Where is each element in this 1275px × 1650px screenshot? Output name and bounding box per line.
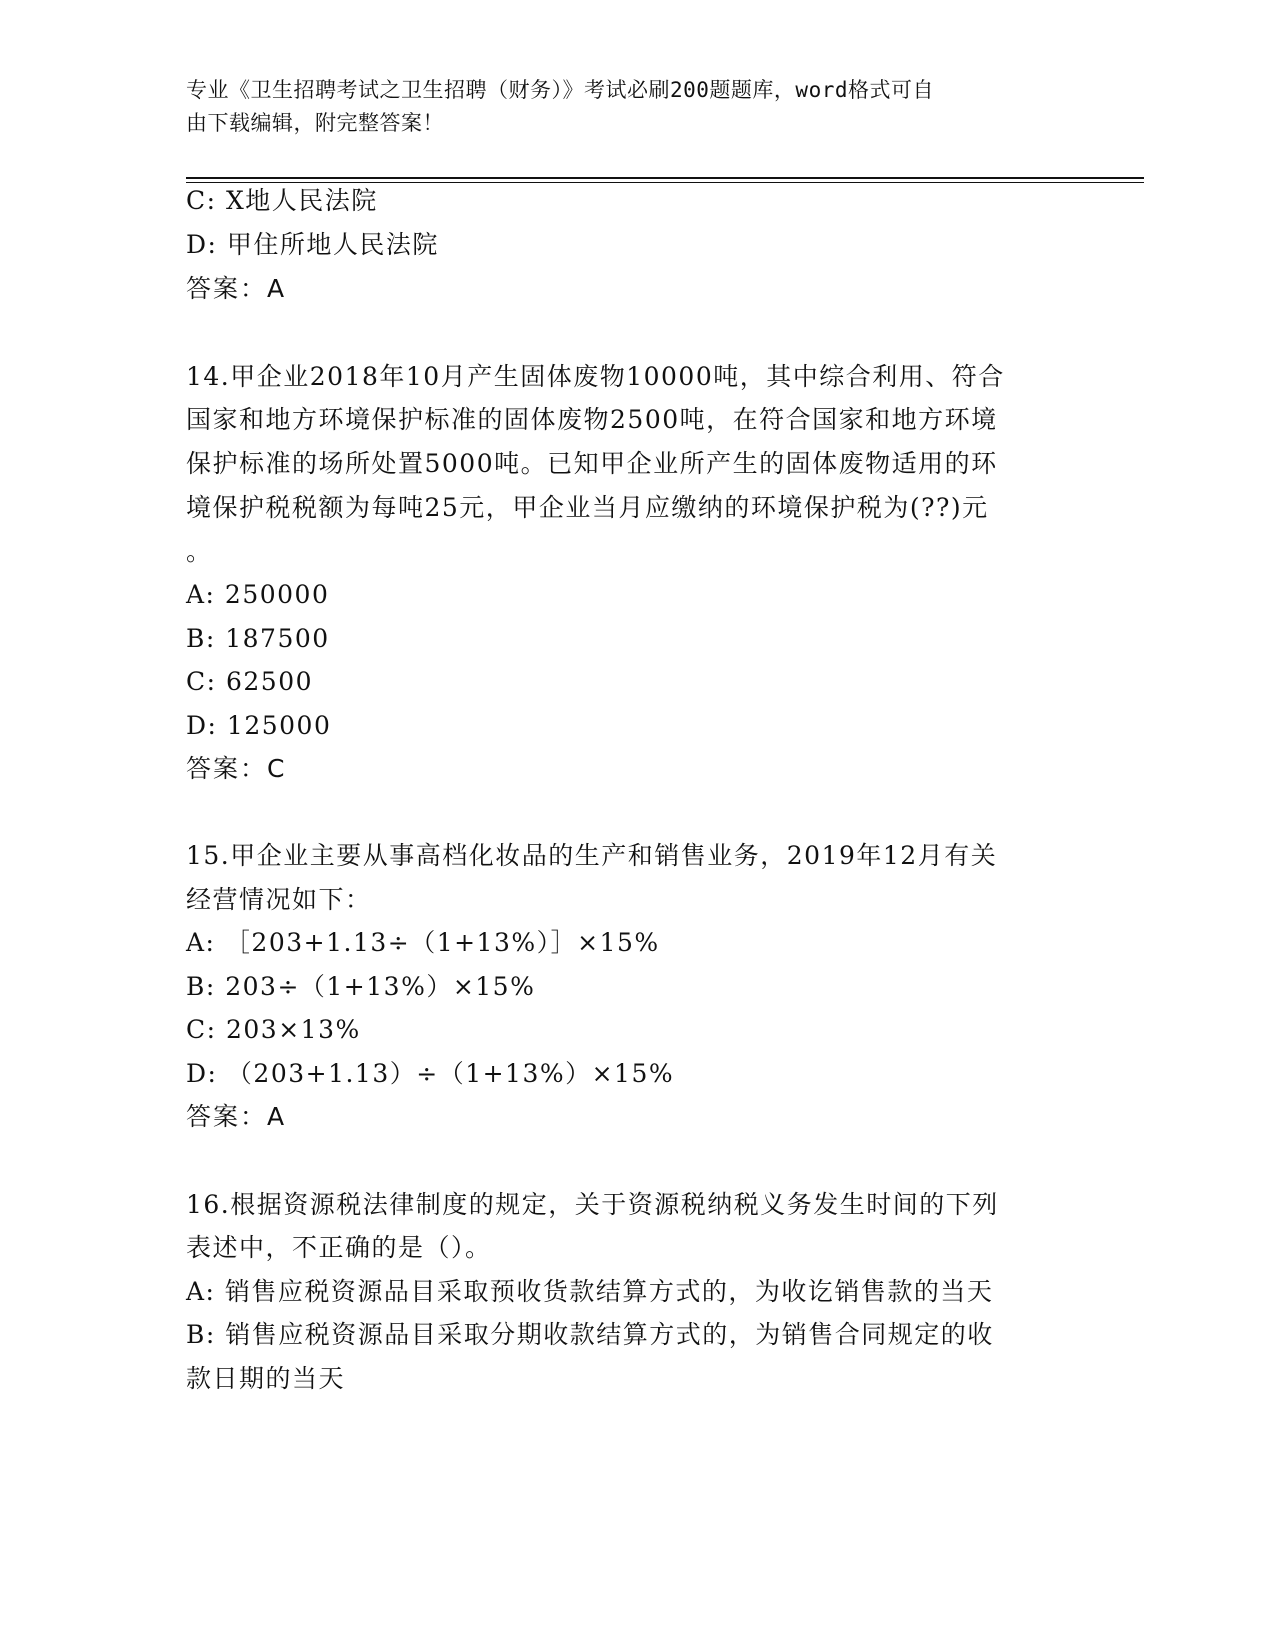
- q16-stem-line: 表述中，不正确的是（）。: [186, 1233, 492, 1262]
- q14-stem-line: 国家和地方环境保护标准的固体废物2500吨，在符合国家和地方环境: [186, 405, 998, 434]
- q15-option-b: B: 203÷（1+13%）×15%: [186, 972, 536, 1001]
- q14-option-b: B: 187500: [186, 624, 330, 653]
- q15-option-a: A: ［203+1.13÷（1+13%）］×15%: [186, 928, 660, 957]
- q16-stem-line: 16.根据资源税法律制度的规定，关于资源税纳税义务发生时间的下列: [186, 1190, 999, 1219]
- header-line-2: 由下载编辑，附完整答案！: [186, 111, 444, 135]
- header-divider-thin: [186, 182, 1144, 183]
- q16-option-b-continued: 款日期的当天: [186, 1364, 346, 1393]
- q15-answer: 答案：A: [186, 1102, 287, 1131]
- header-divider-thick: [186, 177, 1144, 179]
- q15-stem-line: 经营情况如下：: [186, 885, 372, 914]
- q14-option-c: C: 62500: [186, 667, 314, 696]
- q13-option-c: C: X地人民法院: [186, 186, 378, 215]
- q15-stem-line: 15.甲企业主要从事高档化妆品的生产和销售业务，2019年12月有关: [186, 841, 998, 870]
- q14-stem-line: 保护标准的场所处置5000吨。已知甲企业所产生的固体废物适用的环: [186, 449, 998, 478]
- header-line-1: 专业《卫生招聘考试之卫生招聘（财务）》考试必刷200题题库，word格式可自: [186, 78, 934, 102]
- q14-stem-line: 境保护税税额为每吨25元，甲企业当月应缴纳的环境保护税为(??)元: [186, 493, 989, 522]
- q15-option-c: C: 203×13%: [186, 1015, 361, 1044]
- q13-answer: 答案：A: [186, 274, 287, 303]
- q16-option-b: B: 销售应税资源品目采取分期收款结算方式的，为销售合同规定的收: [186, 1320, 994, 1349]
- q14-answer: 答案：C: [186, 754, 287, 783]
- q13-option-d: D: 甲住所地人民法院: [186, 230, 439, 259]
- q14-stem-line: 。: [186, 537, 213, 566]
- q14-stem-line: 14.甲企业2018年10月产生固体废物10000吨，其中综合利用、符合: [186, 362, 1005, 391]
- q16-option-a: A: 销售应税资源品目采取预收货款结算方式的，为收讫销售款的当天: [186, 1277, 994, 1306]
- document-header: [186, 74, 1066, 140]
- q14-option-a: A: 250000: [186, 580, 330, 609]
- q14-option-d: D: 125000: [186, 711, 332, 740]
- q15-option-d: D: （203+1.13）÷（1+13%）×15%: [186, 1059, 675, 1088]
